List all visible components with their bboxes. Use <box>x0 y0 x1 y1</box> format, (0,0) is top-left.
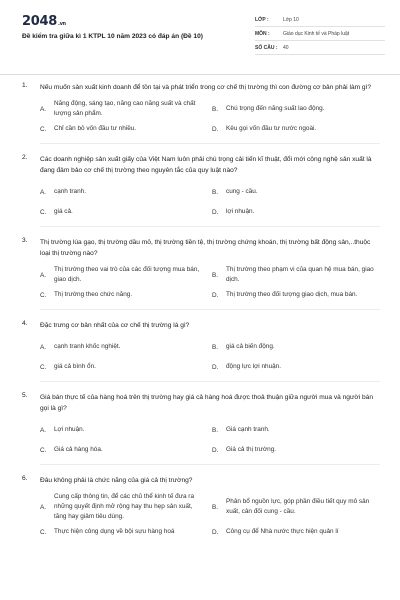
answer-option[interactable] <box>212 99 384 119</box>
question-divider <box>40 143 380 144</box>
logo-main: 2048 <box>22 14 57 29</box>
answer-option[interactable] <box>212 440 384 460</box>
answer-option[interactable] <box>212 202 384 222</box>
option-text: Chú trọng đến năng suất lao động. <box>226 105 325 112</box>
answer-options <box>40 420 380 460</box>
option-label: B. <box>212 426 219 434</box>
answer-option[interactable] <box>212 182 384 202</box>
option-text: Thị trường theo phạm vi của quan hệ mua bán, giao dịch. <box>226 266 374 283</box>
question-text: Nếu muốn sản xuất kinh doanh để tồn tại và phát triển trong cơ chế thị trường thì con đường cơ bản phải làm gì? <box>40 84 372 91</box>
answer-option[interactable] <box>40 492 212 522</box>
option-text: Thực hiện công dụng về bội sựu hàng hoá <box>54 528 175 535</box>
question-item <box>0 475 400 542</box>
question-number: 1. <box>22 82 28 89</box>
page-title: Đề kiểm tra giữa kì 1 KTPL 10 năm 2023 có đáp án (Đề 10) <box>22 33 203 40</box>
meta-key: MÔN : <box>255 30 270 37</box>
option-text: Giá cả hàng hóa. <box>54 446 103 453</box>
question-list <box>0 82 400 542</box>
meta-value: 40 <box>283 44 289 51</box>
option-label: A. <box>40 271 47 279</box>
answer-option[interactable] <box>212 265 384 285</box>
option-label: B. <box>212 343 219 351</box>
question-number: 3. <box>22 237 28 244</box>
option-label: C. <box>40 125 47 133</box>
meta-value: Giáo dục Kinh tế và Pháp luật <box>283 30 350 37</box>
answer-option[interactable] <box>212 492 384 522</box>
option-text: giá cả. <box>54 208 73 215</box>
answer-option[interactable] <box>40 119 212 139</box>
meta-value: Lớp 10 <box>283 16 299 23</box>
option-label: D. <box>212 528 219 536</box>
option-text: Thị trường theo chức năng. <box>54 291 133 298</box>
option-label: A. <box>40 426 47 434</box>
answer-options <box>40 182 380 222</box>
answer-option[interactable] <box>212 337 384 357</box>
answer-options <box>40 337 380 377</box>
question-number: 2. <box>22 154 28 161</box>
meta-key: SỐ CÂU : <box>255 44 278 51</box>
option-text: cạnh tranh khốc nghiệt. <box>54 343 121 350</box>
option-text: Thị trường theo đối tượng giao dịch, mua bán. <box>226 291 358 298</box>
answer-option[interactable] <box>212 522 384 542</box>
answer-option[interactable] <box>40 285 212 305</box>
question-text: Thị trường lúa gạo, thị trường dầu mỏ, thị trường tiền tệ, thị trường chứng khoán, thị trường bất động sản,..thuộc loại thị trường nào? <box>40 239 371 257</box>
question-text: Các doanh nghiệp sản xuất giấy của Việt Nam luôn phải chú trọng cải tiến kĩ thuật, đổi mới công nghệ sản xuất là đang đảm bảo cơ chế thị trường theo nguyên tắc của quy luật nào? <box>40 156 372 174</box>
option-label: D. <box>212 125 219 133</box>
meta-count-row <box>255 41 385 55</box>
option-label: B. <box>212 271 219 279</box>
answer-option[interactable] <box>40 265 212 285</box>
answer-options <box>40 265 380 305</box>
option-label: B. <box>212 188 219 196</box>
answer-option[interactable] <box>40 522 212 542</box>
site-logo[interactable] <box>22 14 66 29</box>
option-label: A. <box>40 105 47 113</box>
option-label: A. <box>40 503 47 511</box>
answer-option[interactable] <box>40 420 212 440</box>
question-item <box>0 154 400 227</box>
option-label: C. <box>40 528 47 536</box>
option-label: D. <box>212 208 219 216</box>
question-item <box>0 320 400 382</box>
option-text: Kêu gọi vốn đầu tư nước ngoài. <box>226 125 317 132</box>
option-text: cung - cầu. <box>226 188 258 195</box>
answer-options <box>40 99 380 139</box>
option-text: Lợi nhuận. <box>54 426 85 433</box>
answer-option[interactable] <box>212 420 384 440</box>
option-text: cạnh tranh. <box>54 188 86 195</box>
option-text: giá cả bình ổn. <box>54 363 96 370</box>
meta-subject-row <box>255 27 385 41</box>
logo-suffix: .vn <box>57 21 66 27</box>
option-label: D. <box>212 446 219 454</box>
option-text: Giá cả thị trường. <box>226 446 277 453</box>
question-divider <box>40 226 380 227</box>
option-text: Công cụ để Nhà nước thực hiện quản lí <box>226 528 339 535</box>
page-header <box>0 0 400 66</box>
exam-meta <box>255 13 385 55</box>
option-label: A. <box>40 343 47 351</box>
answer-option[interactable] <box>40 337 212 357</box>
meta-class-row <box>255 13 385 27</box>
option-text: lợi nhuận. <box>226 208 255 215</box>
option-label: D. <box>212 291 219 299</box>
question-item <box>0 237 400 310</box>
answer-option[interactable] <box>40 440 212 460</box>
question-text: Giá bán thực tế của hàng hoá trên thị trường hay giá cả hàng hoá được thoả thuận giữa người mua và người bán gọi là gì? <box>40 394 374 412</box>
option-label: B. <box>212 503 219 511</box>
option-text: giá cả biến động. <box>226 343 275 350</box>
answer-option[interactable] <box>212 357 384 377</box>
answer-option[interactable] <box>212 119 384 139</box>
option-label: C. <box>40 446 47 454</box>
option-text: động lực lợi nhuận. <box>226 363 282 370</box>
option-text: Cung cấp thông tin, để các chủ thể kinh tế đưa ra những quyết định mở rộng hay thu hẹp sản xuất, tăng hay giảm tiêu dùng. <box>54 493 194 520</box>
question-number: 6. <box>22 475 28 482</box>
question-divider <box>40 381 380 382</box>
question-number: 5. <box>22 392 28 399</box>
option-text: Phân bổ nguồn lực, góp phần điều tiết quy mô sản xuất, cân đối cung - cầu. <box>226 498 370 515</box>
header-divider <box>0 74 400 75</box>
meta-key: LỚP : <box>255 16 269 23</box>
option-label: C. <box>40 363 47 371</box>
option-label: C. <box>40 291 47 299</box>
option-label: B. <box>212 105 219 113</box>
question-divider <box>40 309 380 310</box>
option-text: Thị trường theo vai trò của các đối tượng mua bán, giao dịch. <box>54 266 200 283</box>
option-label: A. <box>40 188 47 196</box>
answer-option[interactable] <box>40 357 212 377</box>
answer-option[interactable] <box>40 182 212 202</box>
question-text: Đặc trưng cơ bản nhất của cơ chế thị trường là gì? <box>40 322 190 329</box>
question-number: 4. <box>22 320 28 327</box>
answer-option[interactable] <box>40 99 212 119</box>
option-label: C. <box>40 208 47 216</box>
question-item <box>0 392 400 465</box>
question-divider <box>40 464 380 465</box>
answer-option[interactable] <box>40 202 212 222</box>
option-text: Năng động, sáng tạo, năng cao năng suất và chất lượng sản phẩm. <box>54 100 196 117</box>
answer-options <box>40 492 380 542</box>
question-item <box>0 82 400 144</box>
answer-option[interactable] <box>212 285 384 305</box>
option-text: Giá cạnh tranh. <box>226 426 270 433</box>
question-text: Đâu không phải là chức năng của giá cả thị trường? <box>40 477 193 484</box>
option-text: Chỉ cần bỏ vốn đầu tư nhiều. <box>54 125 137 132</box>
option-label: D. <box>212 363 219 371</box>
